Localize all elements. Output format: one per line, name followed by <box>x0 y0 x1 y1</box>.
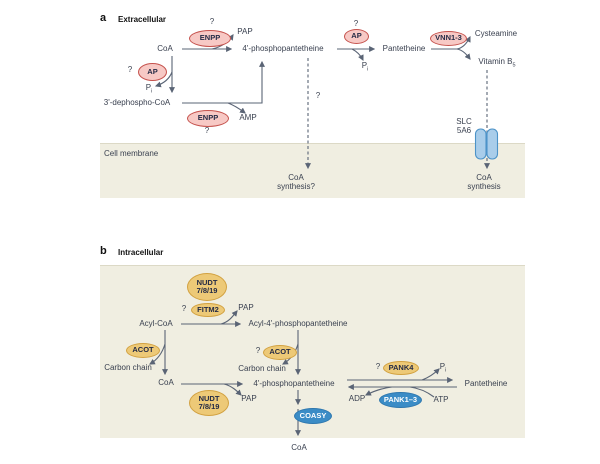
arrow-branch-amp <box>228 103 245 113</box>
question-mark-fitm2: ? <box>181 304 187 313</box>
metabolite-carbon-chain-left: Carbon chain <box>104 363 152 372</box>
metabolite-pi-left: $P_i$ <box>145 83 153 95</box>
arrow-to-vitamin-b5 <box>457 49 470 59</box>
question-mark-pank4: ? <box>375 362 381 371</box>
question-mark-acot-right: ? <box>255 346 261 355</box>
enzyme-pank1-3: PANK1–3 <box>379 392 422 408</box>
arrow-dephospho-to-ppant <box>182 62 262 103</box>
question-mark-ppant-uptake: ? <box>315 91 321 100</box>
metabolite-ppant-a: 4'-phosphopantetheine <box>242 44 324 53</box>
question-mark-ap-mid: ? <box>353 19 359 28</box>
enzyme-ap-left: AP <box>138 63 167 81</box>
metabolite-pi-mid: $P_i$ <box>361 61 369 73</box>
question-mark-ap-left: ? <box>127 65 133 74</box>
panel-b-title: Intracellular <box>118 248 164 257</box>
metabolite-acyl-coa: Acyl-CoA <box>139 319 173 328</box>
question-mark-enpp-bottom: ? <box>204 126 210 135</box>
enzyme-enpp-top: ENPP <box>189 30 231 47</box>
metabolite-atp: ATP <box>433 395 449 404</box>
enzyme-acot-right: ACOT <box>263 345 297 360</box>
metabolite-dephospho-coa: 3'-dephospho-CoA <box>103 98 171 107</box>
enzyme-acot-left: ACOT <box>126 343 160 358</box>
metabolite-pap-top-b: PAP <box>238 303 254 312</box>
enzyme-ap-mid: AP <box>344 29 369 44</box>
metabolite-vitamin-b5: Vitamin $B_5$ <box>478 57 516 69</box>
metabolite-pantetheine-a: Pantetheine <box>382 44 426 53</box>
panel-b-letter: b <box>100 245 107 257</box>
metabolite-pap-bottom-b: PAP <box>241 394 257 403</box>
metabolite-pap-a: PAP <box>237 27 253 36</box>
metabolite-acyl-ppant: Acyl-4'-phosphopantetheine <box>248 319 348 328</box>
metabolite-cysteamine: Cysteamine <box>474 29 518 38</box>
metabolite-carbon-chain-right: Carbon chain <box>238 364 286 373</box>
cell-membrane-label: Cell membrane <box>104 149 159 158</box>
metabolite-pantetheine-b: Pantetheine <box>464 379 508 388</box>
metabolite-coa-a: CoA <box>157 44 173 53</box>
enzyme-pank4: PANK4 <box>383 361 419 375</box>
panel-a-letter: a <box>100 12 107 24</box>
metabolite-amp: AMP <box>239 113 257 122</box>
arrow-branch-pi-mid <box>352 49 363 60</box>
metabolite-ppant-b: 4'-phosphopantetheine <box>253 379 335 388</box>
enzyme-enpp-bottom: ENPP <box>187 110 229 127</box>
transporter-label: SLC 5A6 <box>456 117 472 136</box>
enzyme-nudt-bottom: NUDT 7/8/19 <box>189 390 229 416</box>
coa-synthesis-question-label: CoA synthesis? <box>277 173 315 192</box>
panel-a-title: Extracellular <box>118 15 167 24</box>
metabolite-coa-b: CoA <box>158 378 174 387</box>
coa-synthesis-label: CoA synthesis <box>467 173 501 192</box>
enzyme-fitm2: FITM2 <box>191 303 225 317</box>
enzyme-nudt-top: NUDT 7/8/19 <box>187 273 227 301</box>
enzyme-coasy: COASY <box>294 408 332 424</box>
metabolite-coa-product: CoA <box>291 443 307 452</box>
metabolite-pi-b: $P_i$ <box>439 362 447 374</box>
enzyme-vnn1-3: VNN1-3 <box>430 31 467 46</box>
question-mark-enpp-top: ? <box>209 17 215 26</box>
metabolite-adp: ADP <box>348 394 366 403</box>
